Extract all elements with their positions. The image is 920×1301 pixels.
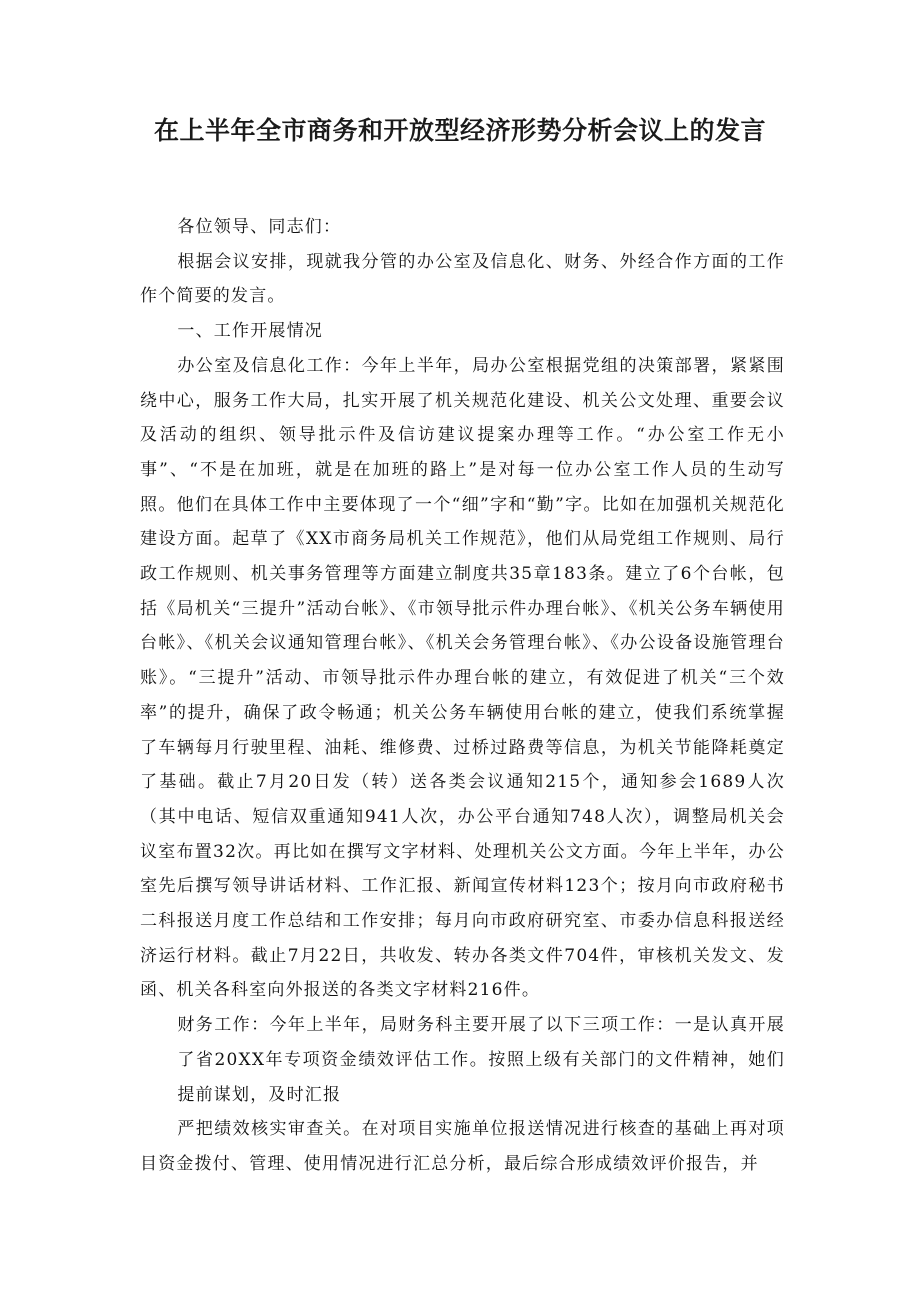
performance-review-paragraph: 严把绩效核实审查关。在对项目实施单位报送情况进行核查的基础上再对项目资金拨付、管理、使用情况进行汇总分析，最后综合形成绩效评价报告，并 xyxy=(140,1119,785,1174)
intro-paragraph: 根据会议安排，现就我分管的办公室及信息化、财务、外经合作方面的工作作个简要的发言。 xyxy=(140,251,785,307)
salutation-paragraph: 各位领导、同志们： xyxy=(177,217,342,237)
finance-work-paragraph: 财务工作：今年上半年，局财务科主要开展了以下三项工作：一是认真开展了省20XX年专项资金绩效评估工作。按照上级有关部门的文件精神，她们提前谋划，及时汇报 xyxy=(177,1015,785,1105)
document-body xyxy=(140,210,785,1182)
office-work-paragraph: 办公室及信息化工作：今年上半年，局办公室根据党组的决策部署，紧紧围绕中心，服务工作大局，扎实开展了机关规范化建设、机关公文处理、重要会议及活动的组织、领导批示件及信访建议提案办理等工作。“办公室工作无小事”、“不是在加班，就是在加班的路上”是对每一位办公室工作人员的生动写照。他们在具体工作中主要体现了一个“细”字和“勤”字。比如在加强机关规范化建设方面。起草了《XX市商务局机关工作规范》，他们从局党组工作规则、局行政工作规则、机关事务管理等方面建立制度共35章183条。建立了6个台帐，包括《局机关“三提升”活动台帐》、《市领导批示件办理台帐》、《机关公务车辆使用台帐》、《机关会议通知管理台帐》、《机关会务管理台帐》、《办公设备设施管理台账》。“三提升”活动、市领导批示件办理台帐的建立，有效促进了机关“三个效率”的提升，确保了政令畅通；机关公务车辆使用台帐的建立，使我们系统掌握了车辆每月行驶里程、油耗、维修费、过桥过路费等信息，为机关节能降耗奠定了基础。截止7月20日发（转）送各类会议通知215个，通知参会1689人次（其中电话、短信双重通知941人次，办公平台通知748人次），调整局机关会议室布置32次。再比如在撰写文字材料、处理机关公文方面。今年上半年，办公室先后撰写领导讲话材料、工作汇报、新闻宣传材料123个；按月向市政府秘书二科报送月度工作总结和工作安排；每月向市政府研究室、市委办信息科报送经济运行材料。截止7月22日，共收发、转办各类文件704件，审核机关发文、发函、机关各科室向外报送的各类文字材料216件。 xyxy=(140,355,785,1001)
section-heading: 一、工作开展情况 xyxy=(177,321,323,342)
document-title: 在上半年全市商务和开放型经济形势分析会议上的发言 xyxy=(153,116,766,145)
